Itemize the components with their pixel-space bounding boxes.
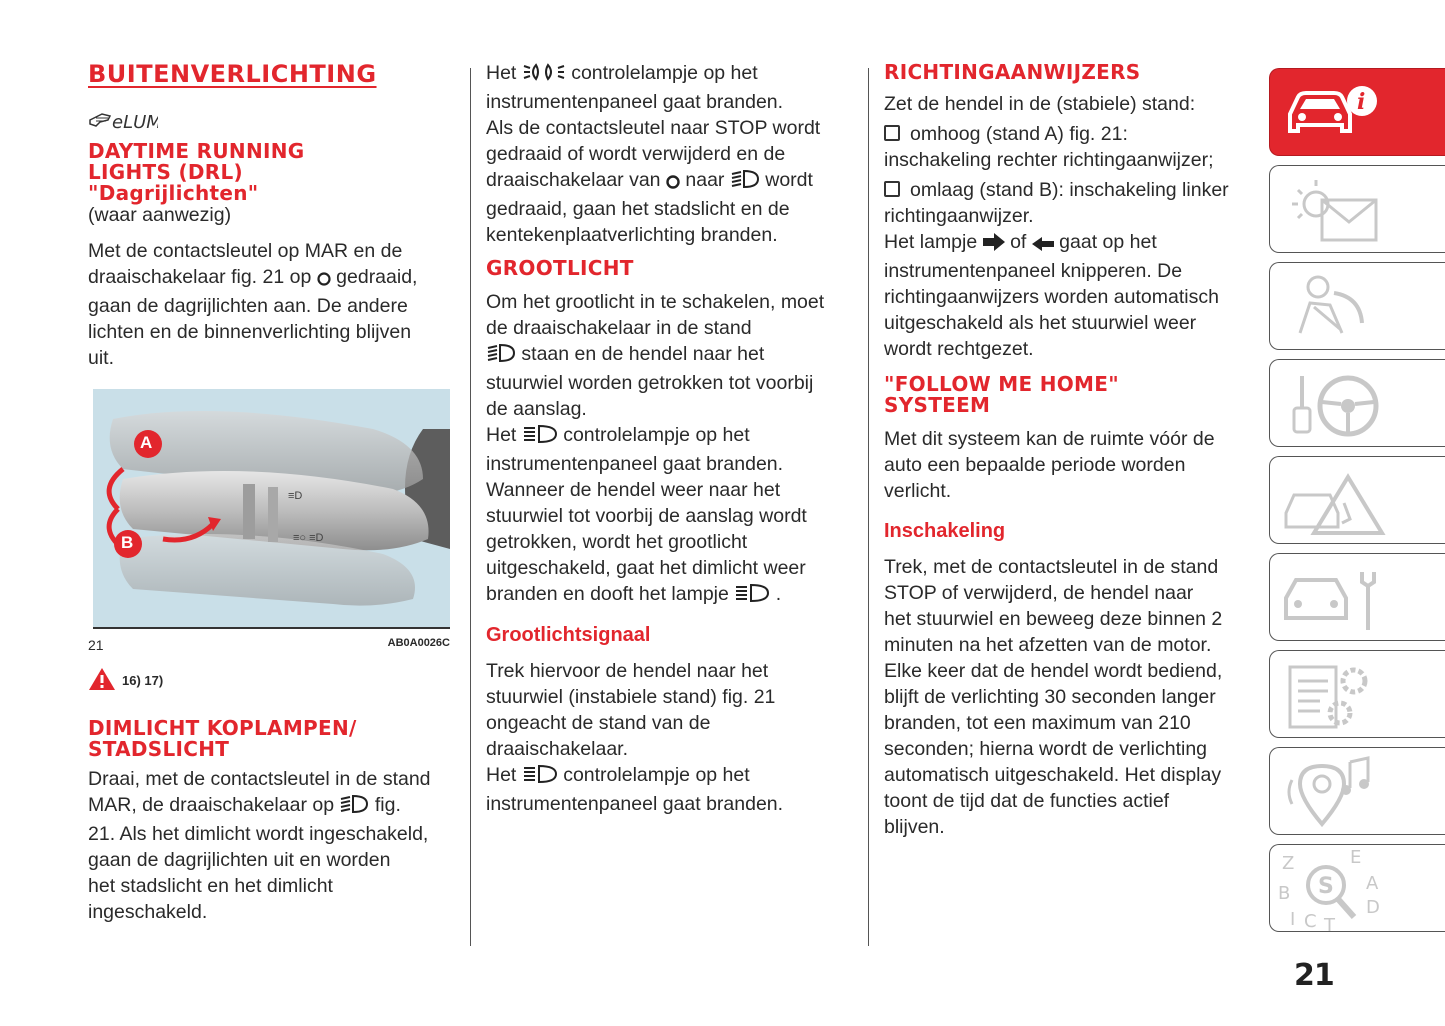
drl-title-line2: LIGHTS (DRL) bbox=[88, 160, 243, 184]
circle-o-icon bbox=[317, 267, 331, 293]
key-steering-wheel-icon bbox=[1270, 360, 1445, 448]
drl-title-line3: "Dagrijlichten" bbox=[88, 181, 259, 205]
drl-text-5: uit. bbox=[88, 347, 115, 369]
tab-technical-data[interactable] bbox=[1269, 650, 1445, 738]
tab-lights-messages[interactable] bbox=[1269, 165, 1445, 253]
c2-text-5: draaischakelaar van naar wordt bbox=[486, 167, 851, 196]
i-text-7: branden, tot een maximum van 210 bbox=[884, 712, 1191, 734]
r-text-9: uitgeschakeld als het stuurwiel weer bbox=[884, 312, 1197, 334]
i-text-6: blijft de verlichting 30 seconden langer bbox=[884, 686, 1216, 708]
tab-index[interactable] bbox=[1269, 844, 1445, 932]
dim-text-1: Draai, met de contactsleutel in de stand bbox=[88, 768, 431, 790]
drl-text-4: lichten en de binnenverlichting blijven bbox=[88, 321, 412, 343]
f-text-3: verlicht. bbox=[884, 480, 952, 502]
checkbox-bullet-icon bbox=[884, 181, 900, 197]
tab-maintenance[interactable] bbox=[1269, 553, 1445, 641]
i-text-1: Trek, met de contactsleutel in de stand bbox=[884, 556, 1219, 578]
checkbox-bullet-icon bbox=[884, 125, 900, 141]
svg-text:D: D bbox=[1366, 897, 1380, 918]
g-text-1: Om het grootlicht in te schakelen, moet bbox=[486, 291, 825, 313]
warning-refs: 16) 17) bbox=[88, 667, 458, 694]
tab-safety[interactable] bbox=[1269, 262, 1445, 350]
c2-text-2: instrumentenpaneel gaat branden. bbox=[486, 91, 784, 113]
column-divider bbox=[470, 68, 471, 946]
f-text-1: Met dit systeem kan de ruimte vóór de bbox=[884, 428, 1215, 450]
f-text-2: auto een bepaalde periode worden bbox=[884, 454, 1186, 476]
column-right bbox=[884, 60, 1249, 840]
sun-envelope-icon bbox=[1270, 166, 1445, 254]
dim-text-3: 21. Als het dimlicht wordt ingeschakeld, bbox=[88, 823, 429, 845]
dim-title-line1: DIMLICHT KOPLAMPEN/ bbox=[88, 716, 357, 740]
s-text-5: Het controlelampje op het bbox=[486, 762, 851, 791]
svg-text:C: C bbox=[1304, 911, 1317, 932]
section-title: BUITENVERLICHTING bbox=[88, 60, 377, 88]
i-text-4: minuten na het afzetten van de motor. bbox=[884, 634, 1212, 656]
high-beam-icon bbox=[522, 424, 558, 451]
r-text-7: instrumentenpaneel knipperen. De bbox=[884, 260, 1183, 282]
r-text-3: inschakeling rechter richtingaanwijzer; bbox=[884, 149, 1214, 171]
richting-title: RICHTINGAANWIJZERS bbox=[884, 60, 1141, 84]
g-text-7: instrumentenpaneel gaat branden. bbox=[486, 453, 784, 475]
r-text-10: wordt rechtgezet. bbox=[884, 338, 1034, 360]
g-text-9: stuurwiel tot voorbij de aanslag wordt bbox=[486, 505, 807, 527]
s-text-1: Trek hiervoor de hendel naar het bbox=[486, 660, 769, 682]
elum-icon bbox=[88, 106, 458, 137]
label-b: B bbox=[121, 533, 134, 552]
tab-starting-driving[interactable] bbox=[1269, 359, 1445, 447]
car-info-icon bbox=[1270, 69, 1445, 157]
svg-text:Z: Z bbox=[1282, 853, 1295, 874]
grootlicht-title: GROOTLICHT bbox=[486, 256, 634, 280]
high-beam-icon bbox=[522, 764, 558, 791]
r-text-2: omhoog (stand A) fig. 21: bbox=[884, 121, 1249, 147]
drl-title-line1: DAYTIME RUNNING bbox=[88, 139, 305, 163]
g-text-12: branden en dooft het lampje . bbox=[486, 581, 851, 610]
circle-o-icon bbox=[666, 170, 680, 196]
g-text-2: de draaischakelaar in de stand bbox=[486, 317, 752, 339]
g-text-6: Het controlelampje op het bbox=[486, 422, 851, 451]
i-text-2: STOP of verwijderd, de hendel naar bbox=[884, 582, 1194, 604]
g-text-11: uitgeschakeld, gaat het dimlicht weer bbox=[486, 557, 806, 579]
high-beam-icon bbox=[734, 583, 770, 610]
r-text-1: Zet de hendel in de (stabiele) stand: bbox=[884, 93, 1196, 115]
svg-text:I: I bbox=[1290, 909, 1296, 930]
alphabet-magnifier-icon bbox=[1270, 845, 1445, 933]
inschakeling-title: Inschakeling bbox=[884, 520, 1006, 542]
dim-text-5: het stadslicht en het dimlicht bbox=[88, 875, 333, 897]
c2-text-1: Het controlelampje op het bbox=[486, 60, 851, 89]
dim-text-2: MAR, de draaischakelaar op fig. bbox=[88, 792, 458, 821]
fmh-title-line2: SYSTEEM bbox=[884, 393, 991, 417]
dim-title-line2: STADSLICHT bbox=[88, 737, 230, 761]
low-beam-icon bbox=[486, 343, 516, 370]
arrow-right-icon bbox=[983, 232, 1005, 258]
map-pin-music-icon bbox=[1270, 748, 1445, 836]
car-warning-triangle-icon bbox=[1270, 457, 1445, 545]
dim-text-6: ingeschakeld. bbox=[88, 901, 208, 923]
low-beam-icon bbox=[339, 794, 369, 821]
svg-text:T: T bbox=[1324, 915, 1335, 933]
svg-text:B: B bbox=[1278, 883, 1291, 904]
i-text-5: Elke keer dat de hendel wordt bediend, bbox=[884, 660, 1223, 682]
side-lights-icon bbox=[522, 62, 566, 89]
label-a: A bbox=[140, 433, 153, 452]
s-text-6: instrumentenpaneel gaat branden. bbox=[486, 793, 784, 815]
drl-text-1: Met de contactsleutel op MAR en de bbox=[88, 240, 403, 262]
tab-car-info[interactable] bbox=[1269, 68, 1445, 156]
signaal-title: Grootlichtsignaal bbox=[486, 624, 651, 646]
c2-text-4: gedraaid of wordt verwijderd en de bbox=[486, 143, 786, 165]
s-text-3: ongeacht de stand van de bbox=[486, 712, 711, 734]
tab-emergency[interactable] bbox=[1269, 456, 1445, 544]
drl-text-3: gaan de dagrijlichten aan. De andere bbox=[88, 295, 408, 317]
r-text-8: richtingaanwijzers worden automatisch bbox=[884, 286, 1219, 308]
i-text-10: toont de tijd dat de functies actief bbox=[884, 790, 1170, 812]
svg-text:≡D: ≡D bbox=[288, 490, 303, 502]
c2-text-3: Als de contactsleutel naar STOP wordt bbox=[486, 117, 821, 139]
r-text-6: Het lampje of gaat op het bbox=[884, 229, 1249, 258]
column-divider bbox=[868, 68, 869, 946]
column-left bbox=[88, 60, 458, 925]
airbag-seat-icon bbox=[1270, 263, 1445, 351]
svg-text:i: i bbox=[1357, 89, 1366, 115]
dim-text-4: gaan de dagrijlichten uit en worden bbox=[88, 849, 391, 871]
r-text-4: omlaag (stand B): inschakeling linker bbox=[884, 177, 1249, 203]
fmh-title-line1: "FOLLOW ME HOME" bbox=[884, 372, 1119, 396]
arrow-left-icon bbox=[1032, 232, 1054, 258]
column-middle bbox=[486, 60, 851, 817]
svg-text:A: A bbox=[1366, 873, 1379, 894]
page-number: 21 bbox=[1294, 958, 1334, 993]
i-text-3: het stuurwiel en beweeg deze binnen 2 bbox=[884, 608, 1223, 630]
document-gear-icon bbox=[1270, 651, 1445, 739]
g-text-3: staan en de hendel naar het bbox=[486, 341, 851, 370]
g-text-10: getrokken, wordt het grootlicht bbox=[486, 531, 748, 553]
c2-text-7: kentekenplaatverlichting branden. bbox=[486, 224, 778, 246]
r-text-5: richtingaanwijzer. bbox=[884, 205, 1034, 227]
svg-text:eLUM: eLUM bbox=[112, 112, 158, 132]
c2-text-6: gedraaid, gaan het stadslicht en de bbox=[486, 198, 790, 220]
s-text-2: stuurwiel (instabiele stand) fig. 21 bbox=[486, 686, 776, 708]
figure-number: 21 bbox=[88, 637, 104, 653]
g-text-8: Wanneer de hendel weer naar het bbox=[486, 479, 781, 501]
i-text-8: seconden; hierna wordt de verlichting bbox=[884, 738, 1208, 760]
figure-code: AB0A0026C bbox=[387, 637, 450, 649]
svg-text:S: S bbox=[1318, 874, 1334, 899]
i-text-9: automatisch uitgeschakeld. Het display bbox=[884, 764, 1222, 786]
drl-text-2: draaischakelaar fig. 21 op gedraaid, bbox=[88, 264, 458, 293]
svg-text:E: E bbox=[1350, 847, 1362, 868]
drl-subtitle: (waar aanwezig) bbox=[88, 204, 232, 226]
g-text-4: stuurwiel worden getrokken tot voorbij bbox=[486, 372, 814, 394]
light-stalk-figure bbox=[93, 389, 450, 629]
warning-icon bbox=[88, 667, 116, 694]
car-wrench-icon bbox=[1270, 554, 1445, 642]
s-text-4: draaischakelaar. bbox=[486, 738, 629, 760]
g-text-5: de aanslag. bbox=[486, 398, 587, 420]
svg-text:≡○ ≡D: ≡○ ≡D bbox=[293, 532, 324, 544]
i-text-11: blijven. bbox=[884, 816, 945, 838]
low-beam-icon bbox=[730, 169, 760, 196]
tab-multimedia[interactable] bbox=[1269, 747, 1445, 835]
